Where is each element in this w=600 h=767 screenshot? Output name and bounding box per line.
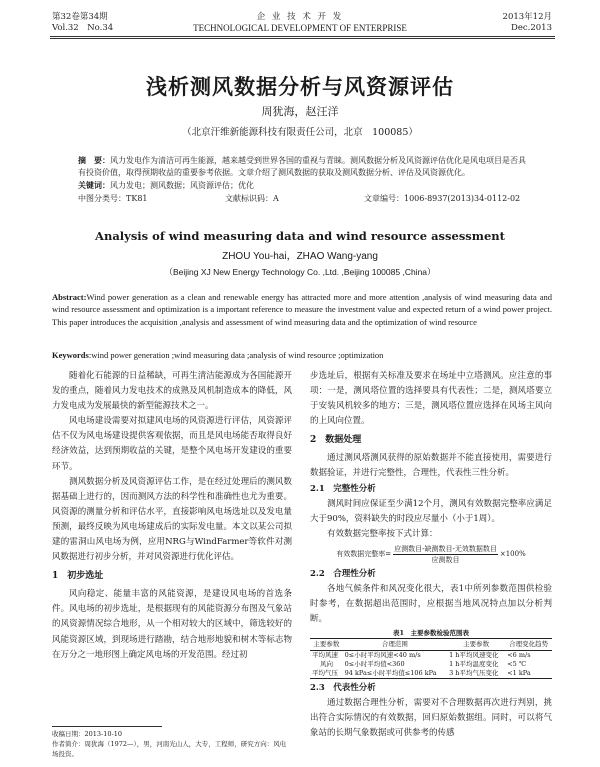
paragraph: 测风时间应保证至少满12个月，测风有效数据完整率应满足大于90%，资料缺失的时段应尽量小（小于1周）。 [310,498,552,524]
abstract-cn-label: 摘 要： [78,155,110,165]
header-rule-thin [50,38,555,39]
document-code: 文献标识码：A [225,194,279,203]
keywords-cn-label: 关键词： [78,180,110,190]
section-heading: 1 初步选址 [52,571,104,582]
table-header-cell: 合理范围 [343,639,447,651]
abstract-en-label: Abstract: [52,292,87,302]
left-column [52,369,292,663]
paragraph: 步选址后，根据有关标准及要求在场址中立塔测风。应注意的事项：一是，测风塔位置的选择要具有代表性；二是，测风塔要立于安装风机较多的地方；三是，测风塔位置应选择在风场主风向的上风向位置。 [310,371,552,427]
table-header-row [310,639,552,651]
footnote-received: 收稿日期：2013-10-10 [52,730,122,738]
paragraph: 通过数据合理性分析，需要对不合理数据再次进行判别，挑出符合实际情况的有效数据，回归原始数据组。同时，可以将气象站的长期气象数据或可供参考的传感 [310,698,552,739]
affiliation-en: （Beijing XJ New Energy Technology Co. ,Ltd. ,Beijing 100085 ,China） [164,267,436,277]
table-row [310,660,552,669]
section-heading: 2 数据处理 [310,435,362,446]
table-header-cell: 主要参数 [447,639,505,651]
paragraph: 有效数据完整率按下式计算： [327,528,438,539]
keywords-en-label: Keywords [52,350,89,360]
subsection-heading: 2.2 合理性分析 [310,568,376,579]
paragraph: 各地气候条件和风况变化很大，表1中所列参数范围供检验时参考，在数据超出范围时，应根据当地风况特点加以分析判断。 [310,583,552,625]
paragraph: 测风数据分析及风资源评估工作，是在经过处理后的测风数据基础上进行的，因而测风方法的科学性和准确性也尤为重要。风资源的测量分析和评估水平，直接影响风电场选址以及发电量预测，最终反映为风电场建成后的实际发电量。本文以某公司拟建的雷洞山风电场为例，应用NRG与WindFarmer等软件对测风数据进行初步分析，并对风资源进行优化评估。 [52,476,292,563]
table-header-cell: 主要参数 [310,639,343,651]
abstract-cn-text: 风力发电作为清洁可再生能源，越来越受到世界各国的重视与青睐。测风数据分析及风资源评估优化是风电项目是否具有投资价值，取得预期收益的重要参考依据。文章介绍了测风数据的获取及测风数据分析、评估及风资源优化。 [78,156,526,178]
table-cell: 0≤小时平均风速<40 m/s [344,651,421,660]
subsection-heading: 2.1 完整性分析 [310,483,376,494]
abstract-en-text: Wind power generation as a clean and renewable energy has attracted more and more attention ,analysis of wind measuring data and wind resource assessment and optimization is a important reference to measure the investment value and expected return of a wind power project. This paper introduces the acquisition ,analysis and assessment of wind measuring data and the optimization of wind resource [52,292,552,327]
table-cell: <1 kPa [505,669,552,679]
table-row [310,651,552,661]
abstract-cn [78,154,526,179]
formula-fraction: 应测数目-缺测数目-无效数据数目 应测数目 [394,544,497,564]
keywords-en-text: :wind power generation ;wind measuring data ;analysis of wind resource ;optimization [88,350,384,360]
table-cell: 1 h平均风速变化 [449,651,499,660]
keywords-cn [78,179,526,192]
footnote-rule [52,726,162,727]
english-title: Analysis of wind measuring data and wind resource assessment [95,229,505,243]
paragraph: 风电场建设需要对拟建风电场的风资源进行评估，风资源评估不仅为风电场建设提供客观依据，而且是风电场能否取得良好经济效益，达到预期收益的关键，是整个风电场开发建设的重要环节。 [52,416,292,472]
footnote-author: 作者简介：周犹海（1972—），男，河南光山人，大专，工程师，研究方向：风电场投资。 [52,740,287,758]
table-header-cell: 合理变化趋势 [505,639,552,651]
header-journal-cn: 企 业 技 术 开 发 [256,12,344,22]
header-date-cn: 2013年12月 [502,12,552,22]
table-cell: <5 ℃ [507,660,527,669]
table-cell: <6 m/s [507,651,531,660]
authors-cn: 周犹海，赵汪洋 [261,105,339,118]
formula: 有效数据完整率= 应测数目-缺测数目-无效数据数目 应测数目 ×100% [336,544,526,564]
footnote [52,729,292,759]
authors-en: ZHOU You-hai，ZHAO Wang-yang [222,251,378,262]
clc-number: 中图分类号：TK81 [78,194,148,203]
header-rule [50,36,555,37]
table-cell: 94 kPa≤小时平均值≤106 kPa [343,669,447,679]
table-cell: 3 h平均气压变化 [447,669,505,679]
paragraph: 通过测风塔测风获得的原始数据并不能直接使用，需要进行数据验证，并进行完整性，合理性，代表性三性分析。 [310,453,552,479]
right-column [310,369,552,741]
parameter-table [310,638,552,679]
keywords-en [52,349,552,361]
abstract-en [52,291,552,328]
affiliation-cn: （北京汗维新能源科技有限责任公司，北京 100085） [182,127,418,138]
keywords-cn-text: 风力发电；测风数据；风资源评估；优化 [110,181,254,190]
header-volume-cn: 第32卷第34期 [52,12,108,22]
subsection-heading: 2.3 代表性分析 [310,683,376,694]
page-title: 浅析测风数据分析与风资源评估 [146,74,454,99]
article-number: 文章编号：1006-8937(2013)34-0112-02 [364,194,521,203]
table-caption: 表1 主要参数检验范围表 [392,629,470,638]
table-cell: 0≤小时平均值<360 [344,660,405,669]
table-row [310,669,552,679]
table-cell: 平均气压 [310,669,343,679]
header-volume-en: Vol.32 No.34 [52,23,114,33]
header-journal-en: TECHNOLOGICAL DEVELOPMENT OF ENTERPRISE [193,23,407,33]
table-cell: 1 h平均温度变化 [449,660,499,669]
paragraph: 随着化石能源的日益稀缺，可再生清洁能源成为各国能源开发的重点，随着风力发电技术的成熟及风机制造成本的降低，风力发电成为发展最快的新型能源技术之一。 [52,371,292,412]
table-cell: 风向 [320,660,333,669]
table-cell: 平均风速 [312,651,338,660]
header-date-en: Dec.2013 [511,23,552,33]
paragraph: 风向稳定、能量丰富的风能资源，是建设风电场的首选条件。风电场的初步选址，是根据现有的风能资源分布图及气象站的风资源情况综合地形，从一个相对较大的区域中，筛选较好的风能资源区域，到现场进行踏勘，结合地形地貌和树木等标志物在万分之一地形图上确定风电场的开发范围。经过初 [52,589,292,660]
